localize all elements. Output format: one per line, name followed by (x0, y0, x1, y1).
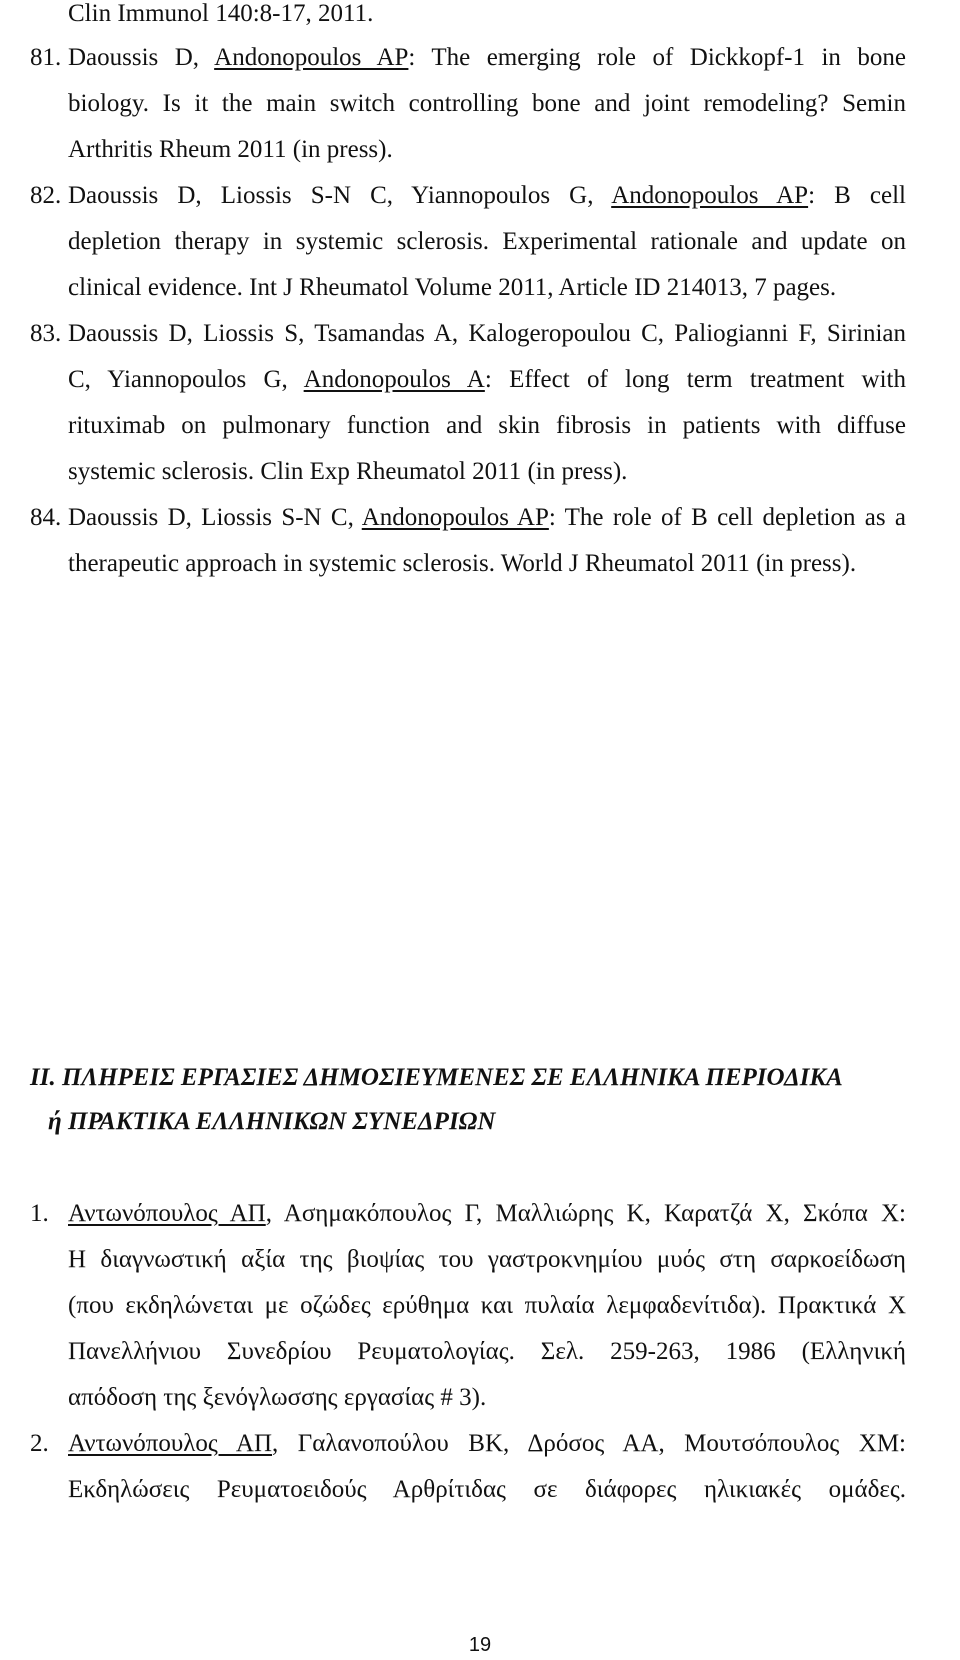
author-highlight: Andonopoulos AP (611, 182, 809, 209)
ref-number: 1. (30, 1200, 49, 1227)
ref-line: Daoussis D, Liossis S, Tsamandas A, Kalogeropoulou C, Paliogianni F, Sirinian (68, 320, 906, 347)
ref-line: (που εκδηλώνεται με οζώδες ερύθημα και πυλαία λεμφαδενίτιδα). Πρακτικά Χ (68, 1292, 906, 1319)
ref-line: Daoussis D, Liossis S-N C, Yiannopoulos G, Andonopoulos AP: B cell (68, 182, 906, 209)
section-heading: II. ΠΛΗΡΕΙΣ ΕΡΓΑΣΙΕΣ ΔΗΜΟΣΙΕΥΜΕΝΕΣ ΣΕ ΕΛΛΗΝΙΚΑ ΠΕΡΙΟΔΙΚΑ (30, 1064, 843, 1091)
author-highlight: Andonopoulos AP (361, 504, 549, 531)
ref-line: Αντωνόπουλος ΑΠ, Γαλανοπούλου ΒΚ, Δρόσος ΑΑ, Μουτσόπουλος ΧΜ: (68, 1430, 907, 1457)
ref-line: Η διαγνωστική αξία της βιοψίας του γαστροκνημίου μυός στη σαρκοείδωση (68, 1246, 906, 1273)
ref-line: απόδοση της ξενόγλωσσης εργασίας # 3). (68, 1384, 487, 1411)
ref-number: 84. (30, 504, 62, 531)
ref-line: Daoussis D, Liossis S-N C, Andonopoulos AP: The role of B cell depletion as a (68, 504, 906, 531)
ref-line: Daoussis D, Andonopoulos AP: The emerging role of Dickkopf-1 in bone (68, 44, 906, 71)
ref-number: 2. (30, 1430, 49, 1457)
ref-line: C, Yiannopoulos G, Andonopoulos A: Effect of long term treatment with (68, 366, 906, 393)
ref-number: 82. (30, 182, 62, 209)
ref-number: 81. (30, 44, 62, 71)
ref-line: rituximab on pulmonary function and skin fibrosis in patients with diffuse (68, 412, 906, 439)
page-number: 19 (468, 1634, 492, 1656)
carry-over-line: Clin Immunol 140:8-17, 2011. (68, 0, 374, 27)
author-highlight: Αντωνόπουλος ΑΠ (68, 1430, 273, 1457)
ref-line: biology. Is it the main switch controlling bone and joint remodeling? Semin (68, 90, 906, 117)
ref-line: systemic sclerosis. Clin Exp Rheumatol 2011 (in press). (68, 458, 628, 485)
author-highlight: Αντωνόπουλος ΑΠ (68, 1200, 266, 1227)
ref-line: Arthritis Rheum 2011 (in press). (68, 136, 393, 163)
ref-line: depletion therapy in systemic sclerosis. Experimental rationale and update on (68, 228, 906, 255)
ref-line: clinical evidence. Int J Rheumatol Volume 2011, Article ID 214013, 7 pages. (68, 274, 837, 301)
author-highlight: Andonopoulos AP (214, 44, 409, 71)
ref-line: Αντωνόπουλος ΑΠ, Ασημακόπουλος Γ, Μαλλιώρης Κ, Καρατζά Χ, Σκόπα Χ: (68, 1200, 907, 1227)
ref-line: Εκδηλώσεις Ρευματοειδούς Αρθρίτιδας σε διάφορες ηλικιακές ομάδες. (68, 1476, 906, 1503)
ref-line: Πανελλήνιου Συνεδρίου Ρευματολογίας. Σελ. 259-263, 1986 (Ελληνική (68, 1338, 906, 1365)
section-heading-line2: ή ΠΡΑΚΤΙΚΑ ΕΛΛΗΝΙΚΩΝ ΣΥΝΕΔΡΙΩΝ (48, 1108, 496, 1135)
author-highlight: Andonopoulos A (303, 366, 485, 393)
ref-number: 83. (30, 320, 62, 347)
ref-line: therapeutic approach in systemic sclerosis. World J Rheumatol 2011 (in press). (68, 550, 857, 577)
